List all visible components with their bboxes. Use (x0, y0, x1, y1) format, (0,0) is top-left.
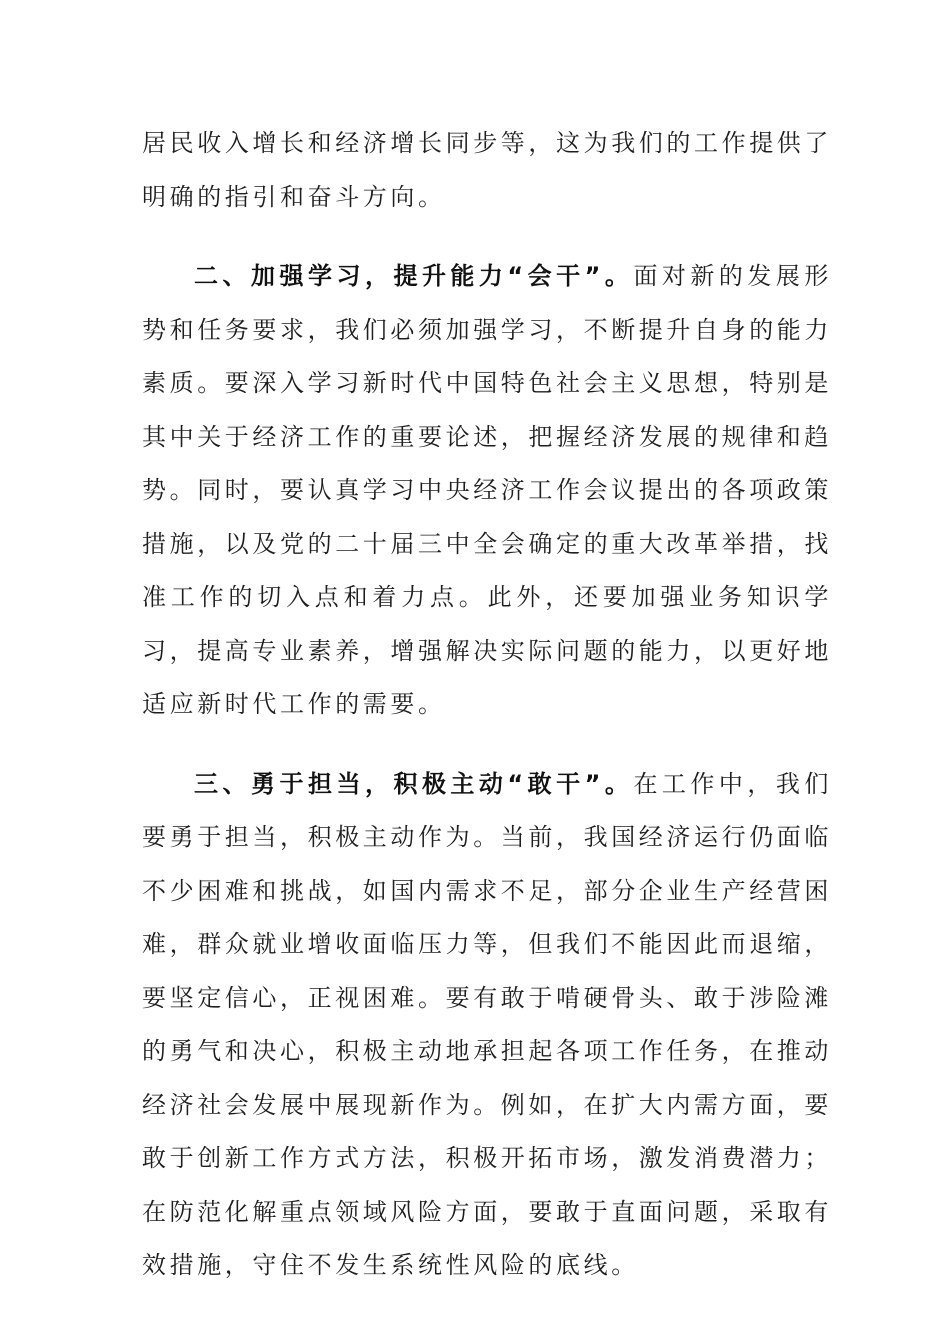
paragraph-continuation (142, 117, 832, 224)
section-heading: 二、加强学习，提升能力“会干”。 (194, 262, 634, 290)
paragraph-section-2 (142, 250, 832, 732)
paragraph-section-3 (142, 758, 832, 1293)
paragraph-text: 居民收入增长和经济增长同步等，这为我们的工作提供了明确的指引和奋斗方向。 (142, 129, 832, 211)
paragraph-text: 在工作中，我们要勇于担当，积极主动作为。当前，我国经济运行仍面临不少困难和挑战，如国内需求不足，部分企业生产经营困难，群众就业增收面临压力等，但我们不能因此而退缩，要坚定信心，正视困难。要有敢于啃硬骨头、敢于涉险滩的勇气和决心，积极主动地承担起各项工作任务，在推动经济社会发展中展现新作为。例如，在扩大内需方面，要敢于创新工作方式方法，积极开拓市场，激发消费潜力；在防范化解重点领域风险方面，要敢于直面问题，采取有效措施，守住不发生系统性风险的底线。 (142, 769, 832, 1279)
paragraph-text: 面对新的发展形势和任务要求，我们必须加强学习，不断提升自身的能力素质。要深入学习新时代中国特色社会主义思想，特别是其中关于经济工作的重要论述，把握经济发展的规律和趋势。同时，要认真学习中央经济工作会议提出的各项政策措施，以及党的二十届三中全会确定的重大改革举措，找准工作的切入点和着力点。此外，还要加强业务知识学习，提高专业素养，增强解决实际问题的能力，以更好地适应新时代工作的需要。 (142, 262, 832, 718)
section-heading: 三、勇于担当，积极主动“敢干”。 (194, 769, 634, 798)
document-body (142, 117, 832, 1319)
